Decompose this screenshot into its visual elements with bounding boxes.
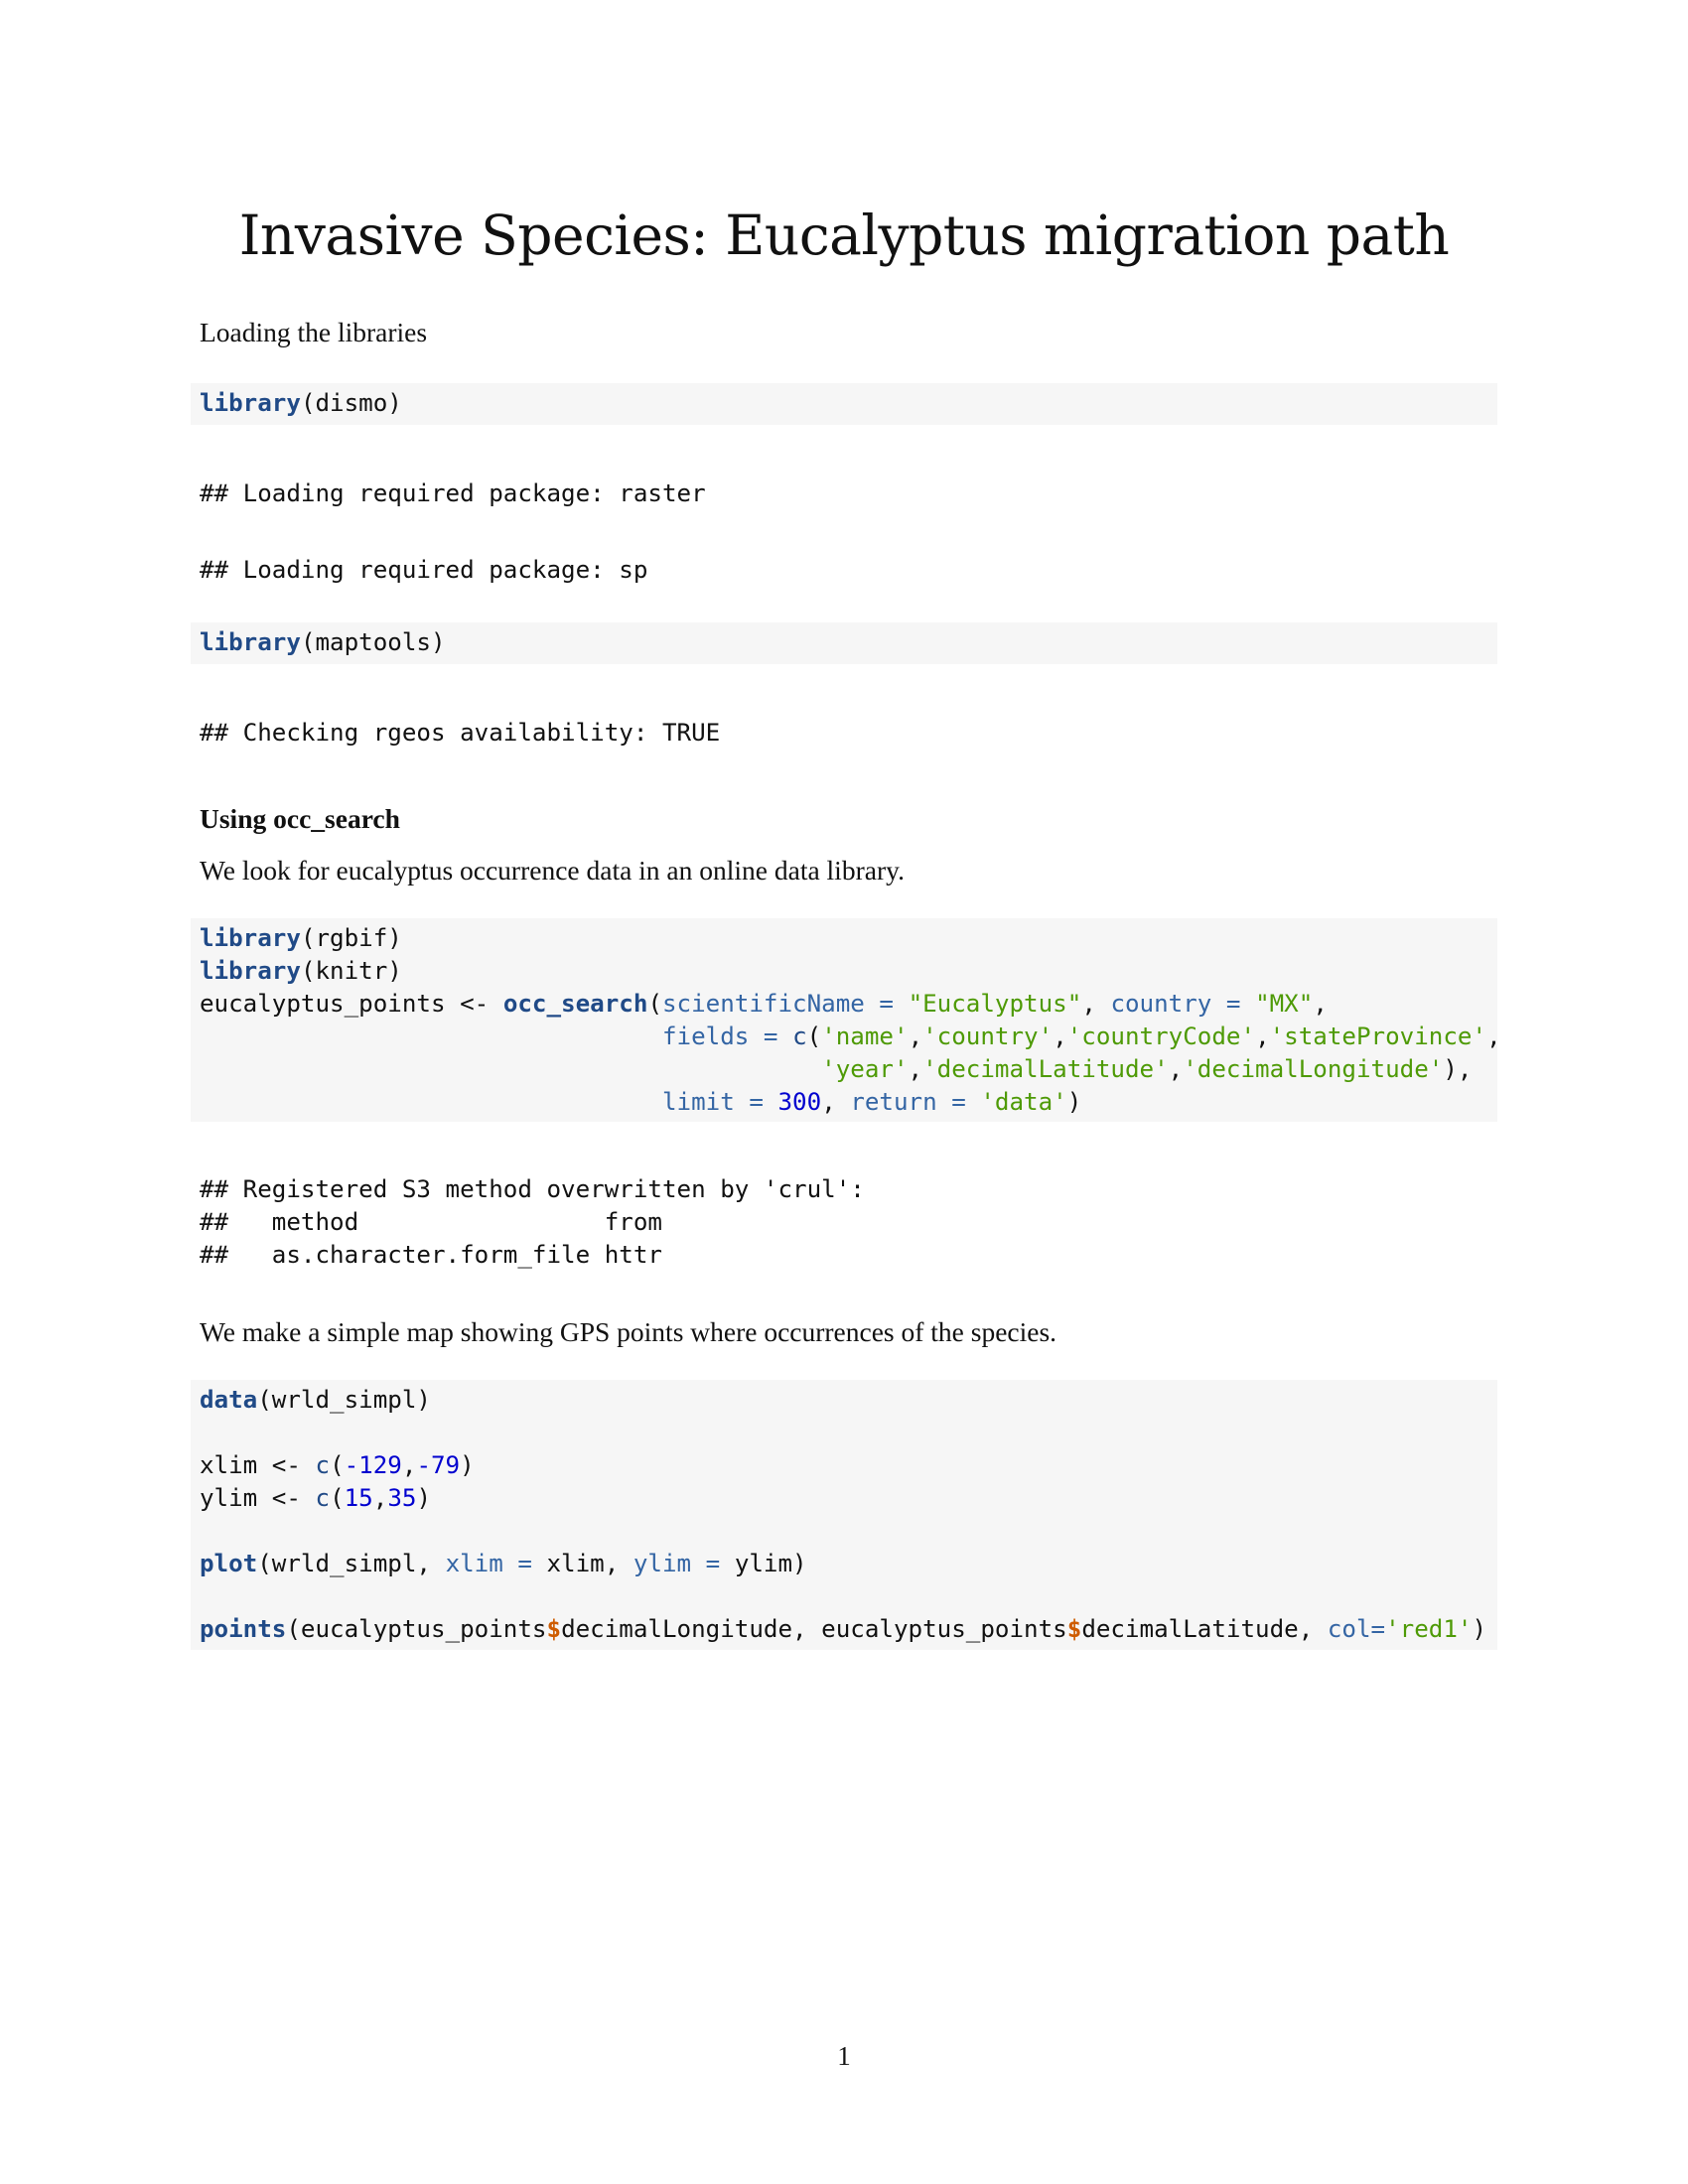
code-text: ,	[1486, 1023, 1501, 1050]
code-line	[200, 1613, 1497, 1646]
code-argument: country =	[1110, 990, 1256, 1018]
code-text: ,	[1053, 1023, 1067, 1050]
page-title: Invasive Species: Eucalyptus migration path	[238, 204, 1450, 267]
code-keyword: points	[200, 1615, 287, 1643]
code-function: occ_search	[502, 990, 648, 1018]
output-block-rgeos	[200, 717, 720, 750]
code-argument: xlim =	[445, 1550, 547, 1577]
code-text: (eucalyptus_points	[286, 1615, 547, 1643]
output-line: ## as.character.form_file httr	[200, 1241, 662, 1269]
output-block-raster	[200, 478, 706, 510]
code-keyword: library	[200, 389, 301, 417]
output-line: ## Loading required package: raster	[200, 479, 706, 507]
code-operator: $	[546, 1615, 562, 1643]
code-line	[200, 955, 1497, 988]
output-line: ## Registered S3 method overwritten by 'crul':	[200, 1175, 865, 1203]
code-line	[200, 1384, 1497, 1417]
code-text: ylim)	[734, 1550, 807, 1577]
code-line	[200, 1449, 1497, 1482]
code-text: ,	[1081, 990, 1111, 1018]
code-keyword: plot	[200, 1550, 258, 1577]
code-text: ylim <-	[200, 1484, 316, 1512]
code-line	[200, 1548, 1497, 1580]
code-text: xlim <-	[200, 1451, 316, 1479]
code-line	[200, 1086, 1497, 1119]
code-number: 300	[777, 1088, 822, 1116]
page-number: 1	[837, 2041, 851, 2071]
code-text: )	[460, 1451, 475, 1479]
code-text: (	[806, 1023, 822, 1050]
code-function: c	[792, 1023, 807, 1050]
output-line: ## method from	[200, 1208, 662, 1236]
code-line	[200, 1021, 1501, 1053]
code-text: (	[647, 990, 662, 1018]
code-text: ,	[821, 1088, 851, 1116]
code-string: 'decimalLatitude'	[922, 1055, 1169, 1083]
code-string: 'country'	[922, 1023, 1054, 1050]
code-chunk-dismo	[191, 383, 1497, 425]
code-text: (wrld_simpl,	[257, 1550, 446, 1577]
code-text: (	[330, 1451, 345, 1479]
code-line	[200, 1482, 1497, 1515]
code-keyword: library	[200, 957, 301, 985]
code-text: )	[1066, 1088, 1082, 1116]
code-string: 'decimalLongitude'	[1183, 1055, 1444, 1083]
code-keyword: library	[200, 628, 301, 656]
code-text: ,	[401, 1451, 417, 1479]
code-line	[200, 626, 1497, 659]
code-indent	[200, 1088, 662, 1116]
code-function: c	[315, 1484, 331, 1512]
code-string: "MX"	[1255, 990, 1314, 1018]
code-argument: scientificName =	[662, 990, 909, 1018]
code-text: ,	[1313, 990, 1328, 1018]
code-string: "Eucalyptus"	[908, 990, 1082, 1018]
code-text: decimalLatitude,	[1081, 1615, 1328, 1643]
code-number: -129	[344, 1451, 402, 1479]
output-block-s3-method	[200, 1173, 865, 1272]
code-text: ,	[1168, 1055, 1184, 1083]
code-string: 'stateProvince'	[1269, 1023, 1487, 1050]
code-chunk-plot	[191, 1380, 1497, 1650]
code-number: 35	[387, 1484, 417, 1512]
code-text: )	[1472, 1615, 1487, 1643]
code-operator: $	[1066, 1615, 1082, 1643]
code-chunk-maptools	[191, 622, 1497, 664]
code-text: decimalLongitude, eucalyptus_points	[561, 1615, 1067, 1643]
output-line: ## Checking rgeos availability: TRUE	[200, 719, 721, 747]
code-indent	[200, 1055, 821, 1083]
code-argument: return =	[850, 1088, 981, 1116]
paragraph-occurrence-data: We look for eucalyptus occurrence data in an online data library.	[200, 855, 905, 886]
code-text: eucalyptus_points <-	[200, 990, 503, 1018]
code-string: 'name'	[821, 1023, 909, 1050]
code-line	[200, 922, 1497, 955]
code-text: ,	[908, 1055, 923, 1083]
code-text: (	[330, 1484, 345, 1512]
code-string: 'red1'	[1385, 1615, 1473, 1643]
code-text: ,	[1255, 1023, 1270, 1050]
code-text: (maptools)	[300, 628, 446, 656]
code-argument: fields =	[662, 1023, 793, 1050]
code-line	[200, 988, 1497, 1021]
code-blank-line	[200, 1580, 1497, 1613]
code-line	[200, 387, 1497, 420]
code-function: c	[315, 1451, 331, 1479]
code-text: ),	[1443, 1055, 1473, 1083]
code-argument: col=	[1327, 1615, 1386, 1643]
code-string: 'year'	[821, 1055, 909, 1083]
code-text: ,	[908, 1023, 923, 1050]
code-text: (knitr)	[300, 957, 402, 985]
code-argument: limit =	[662, 1088, 778, 1116]
output-block-sp	[200, 554, 647, 587]
code-string: 'countryCode'	[1066, 1023, 1256, 1050]
code-blank-line	[200, 1417, 1497, 1449]
code-indent	[200, 1023, 662, 1050]
code-number: 15	[344, 1484, 373, 1512]
code-text: )	[416, 1484, 431, 1512]
code-argument: ylim =	[633, 1550, 735, 1577]
paragraph-simple-map: We make a simple map showing GPS points where occurrences of the species.	[200, 1316, 1057, 1347]
code-text: (rgbif)	[300, 924, 402, 952]
section-subheading: Using occ_search	[200, 803, 400, 834]
code-text: (wrld_simpl)	[257, 1386, 431, 1414]
code-keyword: data	[200, 1386, 258, 1414]
code-blank-line	[200, 1515, 1497, 1548]
code-text: xlim,	[546, 1550, 633, 1577]
code-number: -79	[416, 1451, 461, 1479]
code-string: 'data'	[980, 1088, 1067, 1116]
code-chunk-occ-search	[191, 918, 1501, 1122]
code-text: ,	[372, 1484, 388, 1512]
paragraph-loading-libraries: Loading the libraries	[200, 317, 428, 347]
output-line: ## Loading required package: sp	[200, 556, 648, 584]
code-keyword: library	[200, 924, 301, 952]
code-line	[200, 1053, 1497, 1086]
code-text: (dismo)	[300, 389, 402, 417]
